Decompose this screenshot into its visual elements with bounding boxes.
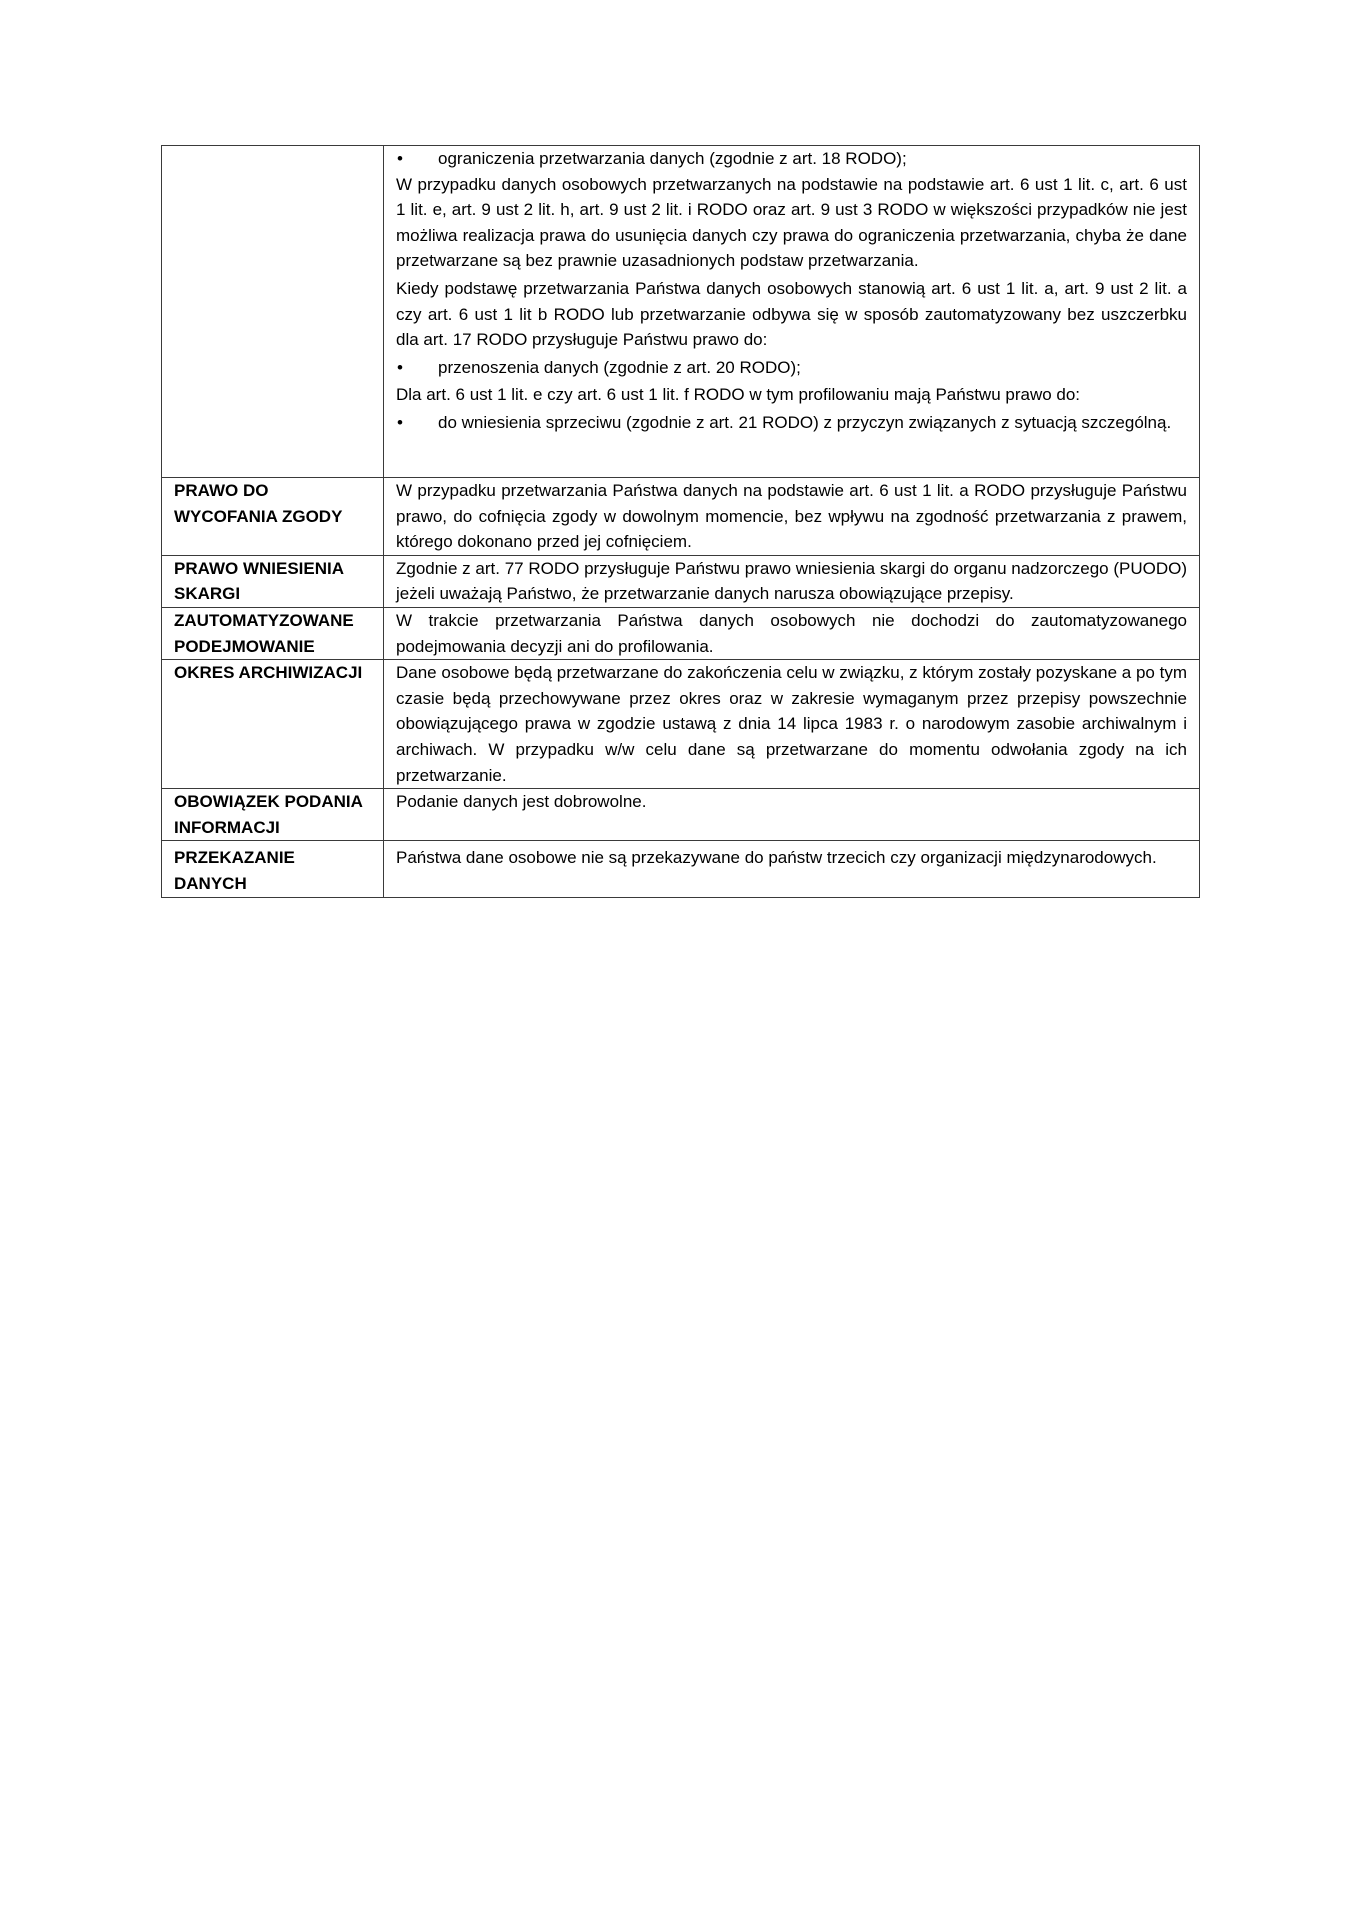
list-item: • do wniesienia sprzeciwu (zgodnie z art. 21 RODO) z przyczyn związanych z sytuacją szczególną. — [396, 410, 1187, 436]
row-content — [384, 841, 1200, 897]
bullet-icon: • — [397, 357, 403, 377]
list-item: • ograniczenia przetwarzania danych (zgodnie z art. 18 RODO); — [396, 146, 1187, 172]
gdpr-info-table — [161, 145, 1200, 898]
paragraph: Państwa dane osobowe nie są przekazywane do państw trzecich czy organizacji międzynarodowych. — [396, 848, 1157, 868]
paragraph: W przypadku danych osobowych przetwarzanych na podstawie na podstawie art. 6 ust 1 lit. c, art. 6 ust 1 lit. e, art. 9 ust 2 lit. h, art. 9 ust 2 lit. i RODO oraz art. 9 ust 3 RODO w większości przypadków nie jest możliwa realizacja prawa do usunięcia danych czy prawa do ograniczenia przetwarzania, chyba że dane przetwarzane są bez prawnie uzasadnionych podstaw przetwarzania. — [396, 174, 1187, 271]
row-label: PRAWO DO WYCOFANIA ZGODY — [162, 478, 384, 556]
table-row — [162, 789, 1200, 841]
row-content — [384, 789, 1200, 841]
table-row — [162, 555, 1200, 607]
row-label: OKRES ARCHIWIZACJI — [162, 660, 384, 789]
row-content — [384, 478, 1200, 556]
table-row — [162, 841, 1200, 897]
row-content — [384, 660, 1200, 789]
paragraph: Dla art. 6 ust 1 lit. e czy art. 6 ust 1 lit. f RODO w tym profilowaniu mają Państwu prawo do: — [396, 385, 1081, 405]
table-row — [162, 660, 1200, 789]
paragraph: Podanie danych jest dobrowolne. — [396, 792, 647, 812]
row-content — [384, 607, 1200, 659]
row-label: OBOWIĄZEK PODANIA INFORMACJI — [162, 789, 384, 841]
row-label: PRZEKAZANIE DANYCH — [162, 841, 384, 897]
list-item: • przenoszenia danych (zgodnie z art. 20 RODO); — [396, 355, 1187, 381]
table-row — [162, 478, 1200, 556]
bullet-icon: • — [397, 412, 403, 432]
row-content — [384, 555, 1200, 607]
row-label: ZAUTOMATYZOWANE PODEJMOWANIE — [162, 607, 384, 659]
paragraph: Zgodnie z art. 77 RODO przysługuje Państwu prawo wniesienia skargi do organu nadzorczego (PUODO) jeżeli uważają Państwo, że przetwarzanie danych narusza obowiązujące przepisy. — [396, 558, 1187, 604]
bullet-icon: • — [397, 149, 403, 168]
table-row — [162, 607, 1200, 659]
row-label — [162, 146, 384, 478]
paragraph: W przypadku przetwarzania Państwa danych na podstawie art. 6 ust 1 lit. a RODO przysługuje Państwu prawo, do cofnięcia zgody w dowolnym momencie, bez wpływu na zgodność przetwarzania z prawem, którego dokonano przed jej cofnięciem. — [396, 481, 1187, 552]
row-content — [384, 146, 1200, 478]
paragraph: Dane osobowe będą przetwarzane do zakończenia celu w związku, z którym zostały pozyskane a po tym czasie będą przechowywane przez okres oraz w zakresie wymaganym przez przepisy powszechnie obowiązującego prawa w zgodzie ustawą z dnia 14 lipca 1983 r. o narodowym zasobie archiwalnym i archiwach. W przypadku w/w celu dane są przetwarzane do momentu odwołania zgody na ich przetwarzanie. — [396, 663, 1187, 785]
paragraph: W trakcie przetwarzania Państwa danych osobowych nie dochodzi do zautomatyzowanego podejmowania decyzji ani do profilowania. — [396, 610, 1187, 656]
row-label: PRAWO WNIESIENIA SKARGI — [162, 555, 384, 607]
table-row — [162, 146, 1200, 478]
paragraph: Kiedy podstawę przetwarzania Państwa danych osobowych stanowią art. 6 ust 1 lit. a, art. 9 ust 2 lit. a czy art. 6 ust 1 lit b RODO lub przetwarzanie odbywa się w sposób zautomatyzowany bez uszczerbku dla art. 17 RODO przysługuje Państwu prawo do: — [396, 278, 1187, 350]
